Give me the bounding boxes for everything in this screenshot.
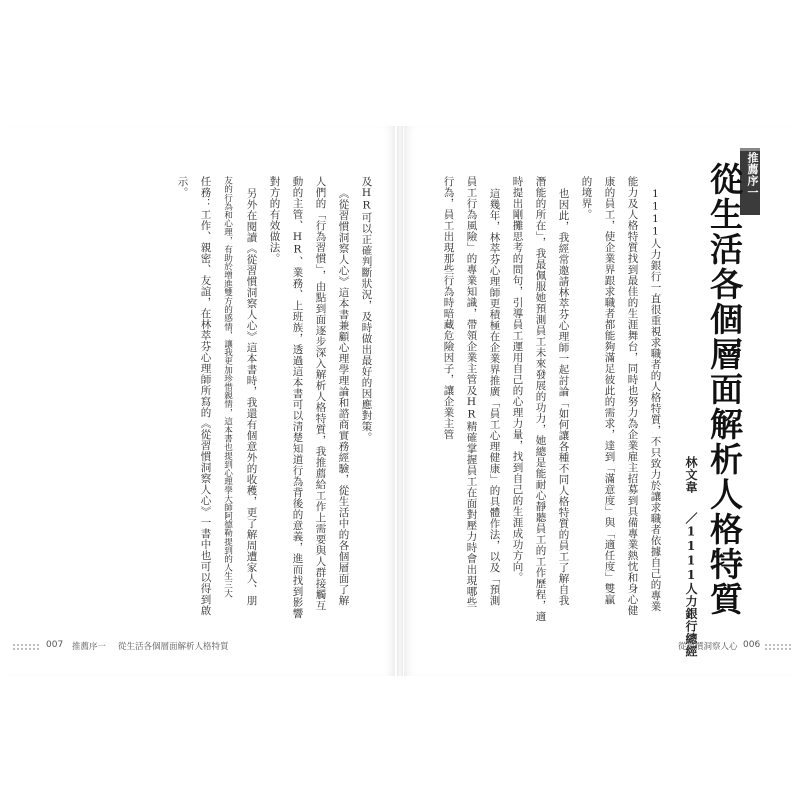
body-column: 《從習慣洞察人心》這本書兼顧心理學理論和諮商實務經驗，從生活中的各個層面了解 bbox=[337, 188, 350, 606]
body-column: 另外在閱讀《從習慣洞察人心》這本書時，我還有個意外的收穫，更了解周遭家人、朋 bbox=[245, 188, 258, 606]
body-column: 任務：工作、親密、友誼，在林萃芬心理師所寫的《從習慣洞察人心》一書中也可以得到啟 bbox=[199, 176, 212, 616]
body-column: 這幾年，林萃芬心理師更積極在企業界推廣「員工心理健康」的具體作法，以及「預測 bbox=[488, 188, 501, 606]
body-column: 能力及人格特質找到最佳的生涯舞台，同時也努力為企業雇主招募到具備專業熱忱和身心健 bbox=[626, 176, 639, 616]
body-column: 員工行為風險」的專業知識，帶領企業主管及HR精確掌握員工在面對壓力時會出現哪些 bbox=[465, 176, 478, 608]
book-gutter bbox=[397, 126, 403, 676]
body-column: 康的員工，使企業界跟求職者都能夠滿足彼此的需求，達到「滿意度」與「適任度」雙贏 bbox=[603, 176, 616, 605]
body-column: 時提出剛攤思考的問句，引導員工運用自己的心理力量，找到自己的生涯成功方向。 bbox=[511, 176, 524, 583]
body-column: 對方的有效做法。 bbox=[268, 176, 281, 264]
body-column: 行為，員工出現那些行為時暗藏危險因子，讓企業主管 bbox=[442, 176, 455, 440]
body-column: 的境界。 bbox=[580, 176, 593, 220]
footer-title-right: 從習慣洞察人心 bbox=[678, 642, 738, 652]
page-number-right: 006 bbox=[743, 640, 761, 650]
body-column: 也因此，我經常邀請林萃芬心理師一起討論「如何讓各種不同人格特質的員工了解自我 bbox=[557, 188, 570, 606]
body-column: 示。 bbox=[176, 176, 189, 198]
body-column: 1111人力銀行一直很重視求職者的人格特質，不只致力於讓求職者依據自己的專業 bbox=[649, 188, 662, 612]
footer-dots-right bbox=[764, 643, 792, 651]
section-label: 推薦序一 bbox=[746, 152, 759, 198]
body-column: 潛能的所在」，我最佩服她預測員工未來發展的功力，她總是能耐心靜聽員工的工作歷程，適 bbox=[534, 176, 547, 622]
body-column: 動的主管、HR、業務、上班族，透過這本書可以清楚知道行為背後的意義，進而找到影響 bbox=[291, 176, 304, 619]
footer-label-left: 推薦序一 bbox=[72, 642, 107, 652]
page-title: 從生活各個層面解析人格特質 bbox=[705, 162, 744, 617]
page-number-left: 007 bbox=[46, 640, 64, 650]
body-column: 人們的「行為習慣」，由點到面逐步深入解析人格特質，我推薦給工作上需要與人群接觸互 bbox=[314, 176, 327, 611]
author-name: 林文韋 bbox=[684, 456, 698, 494]
footer-title-left: 從生活各個層面解析人格特質 bbox=[118, 642, 229, 652]
author-role: ／1111人力銀行總經 bbox=[684, 512, 698, 658]
body-column: 友的行為和心理，有助於增進雙方的感情，讓我更加珍惜親情，這本書也提到心理學大師阿德勒提到的人生三大 bbox=[222, 176, 233, 598]
body-column: 及HR可以正確判斷狀況，及時做出最好的因應對策。 bbox=[360, 176, 373, 443]
footer-dots-left bbox=[12, 643, 40, 651]
